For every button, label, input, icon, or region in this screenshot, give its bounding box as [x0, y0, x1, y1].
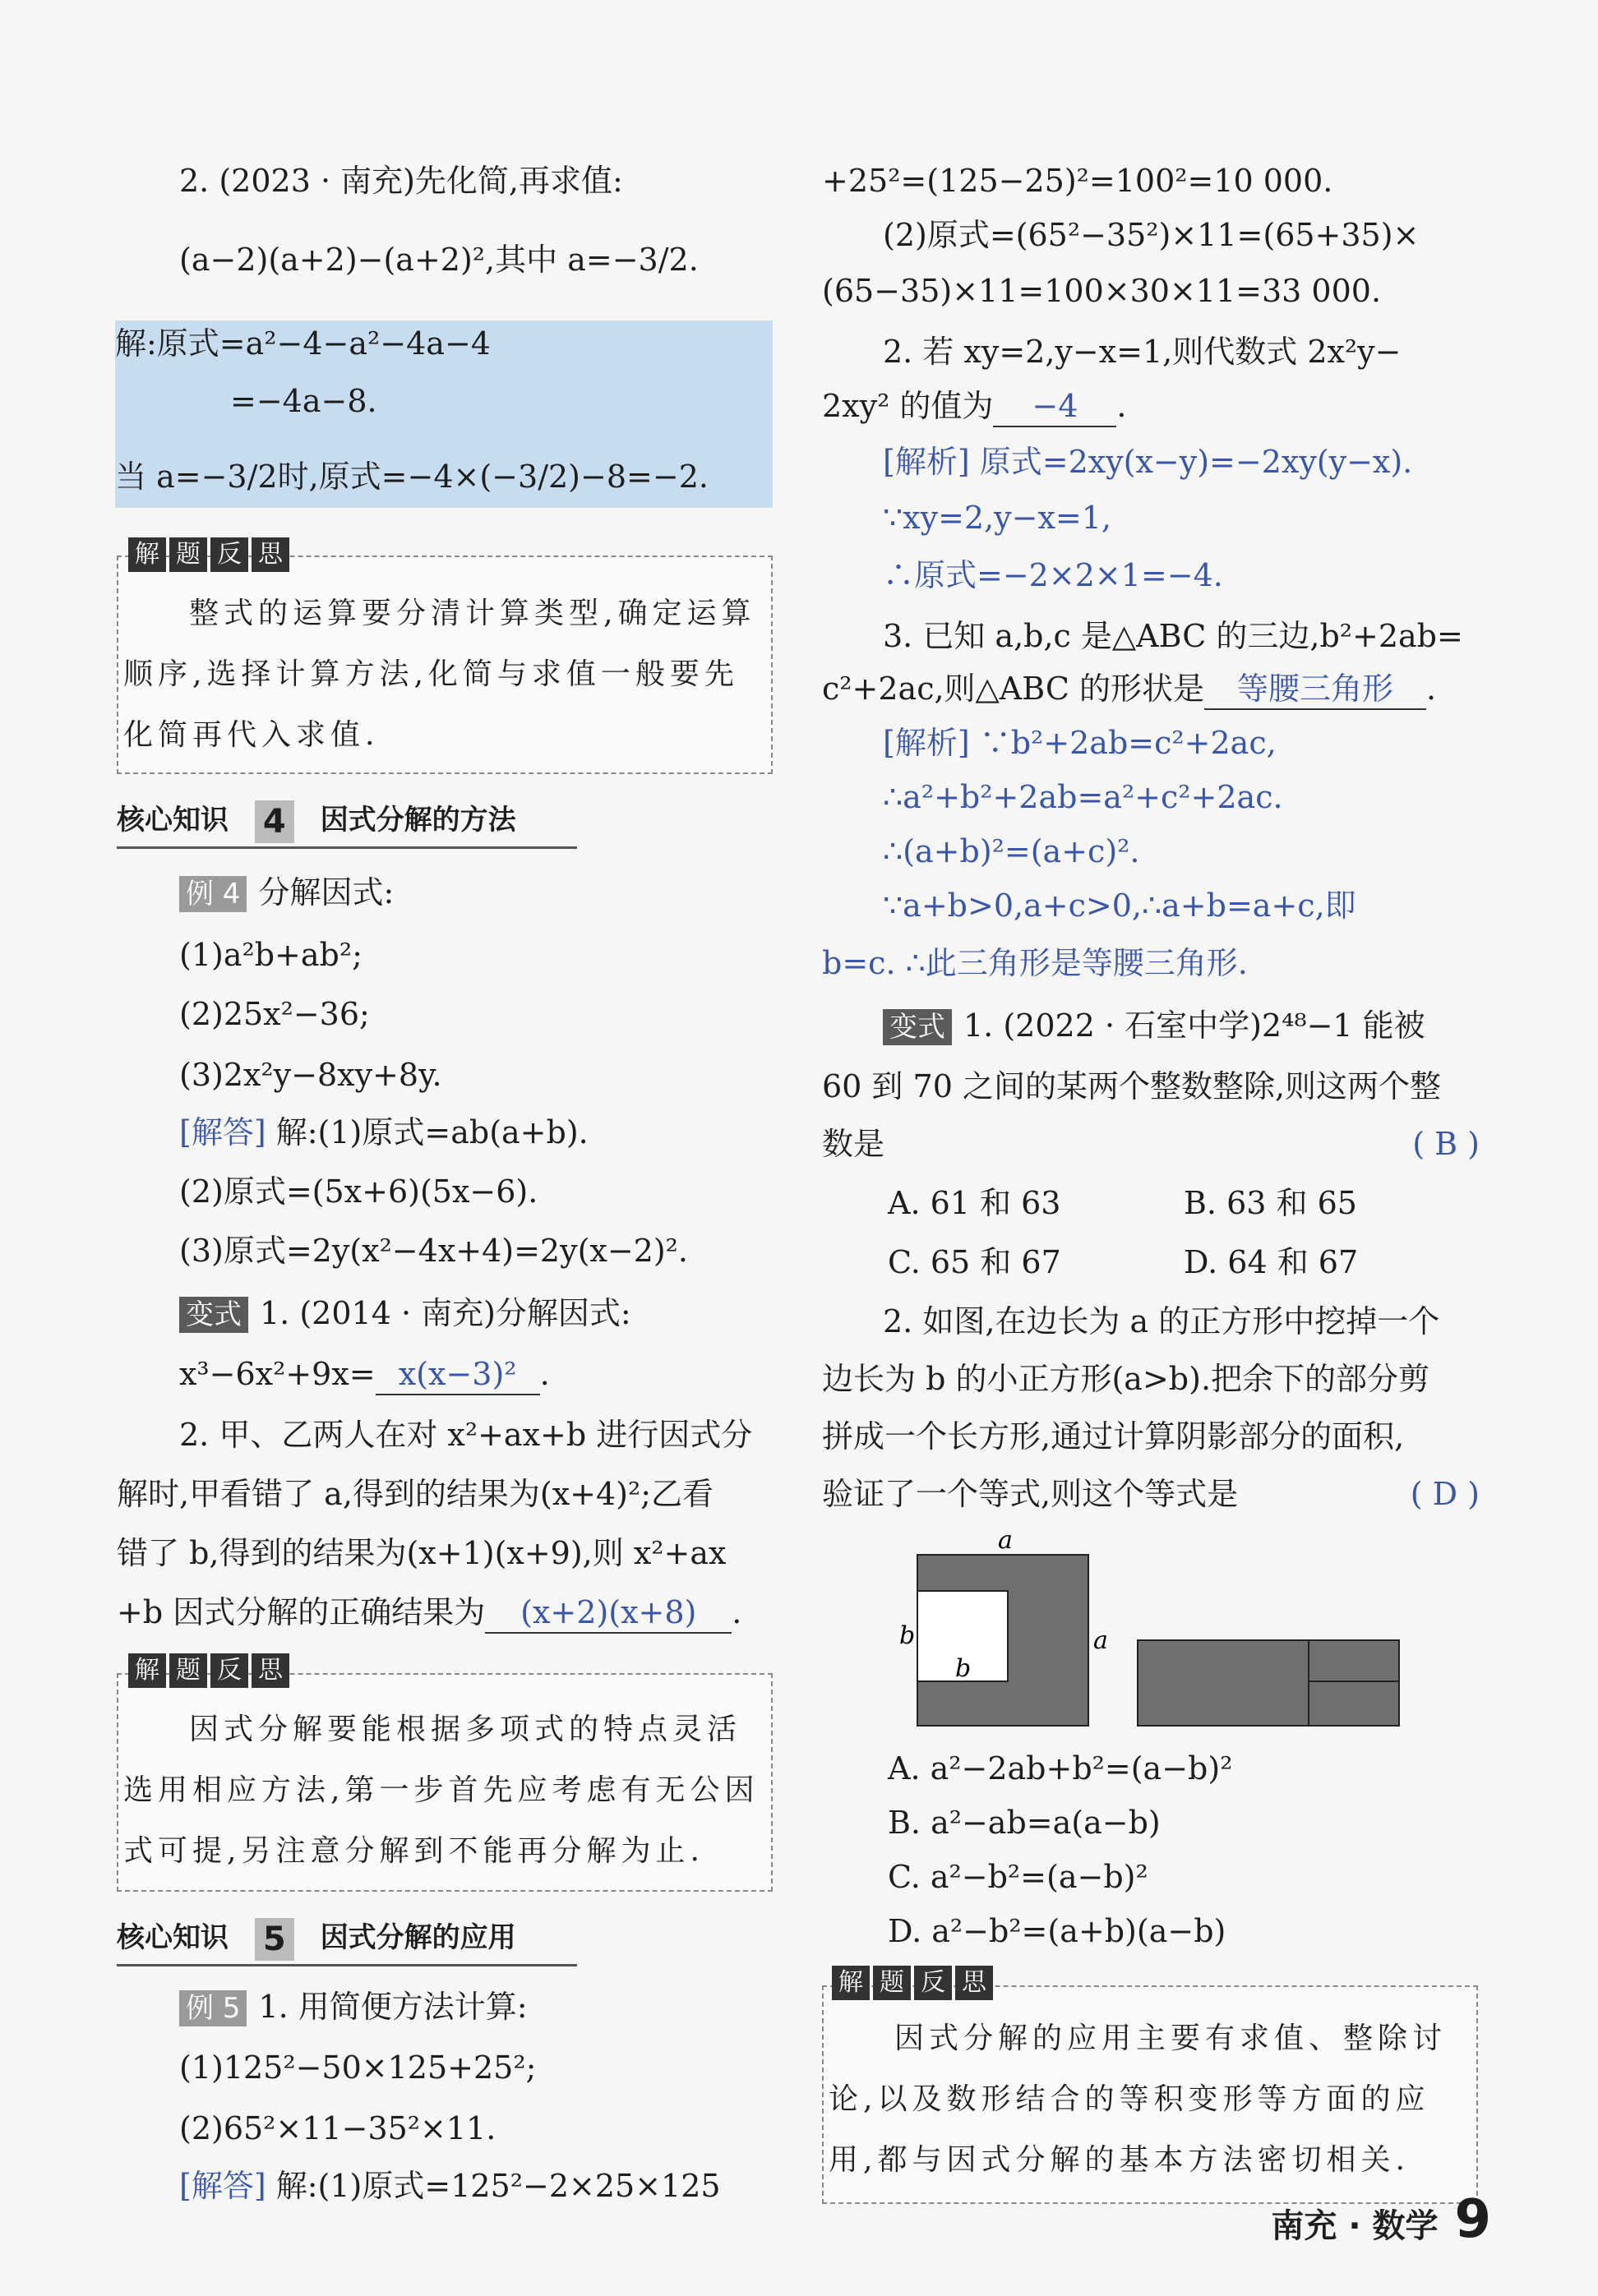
label-a-right: a: [1093, 1626, 1108, 1655]
q3-answer: 等腰三角形: [1204, 669, 1426, 710]
example-4-part-3: (3)2x²y−8xy+8y.: [179, 1057, 442, 1093]
variant-3-line-3: [822, 1124, 1480, 1164]
label-b-left: b: [899, 1621, 916, 1650]
variant-3-line-2: 60 到 70 之间的某两个整数整除,则这两个整: [822, 1068, 1442, 1104]
example-5-title: [179, 1987, 528, 2026]
answer-tag: [解答]: [179, 1114, 266, 1150]
question-text: 验证了一个等式,则这个等式是: [822, 1476, 1239, 1512]
example-4-answer-2: (2)原式=(5x+6)(5x−6).: [179, 1173, 538, 1210]
tag-char: 反: [914, 1966, 952, 2000]
section-5-heading: [117, 1915, 516, 1961]
reflection-tag-2: [128, 1653, 289, 1688]
q2-right-explain-2: ∵xy=2,y−x=1,: [883, 500, 1112, 536]
section-rule: [117, 846, 577, 849]
q2-expression: (a−2)(a+2)−(a+2)²,其中 a=−3/2.: [179, 242, 699, 278]
example-5-part-1: (1)125²−50×125+25²;: [179, 2049, 537, 2086]
example-badge: 例 4: [179, 876, 247, 912]
example-title-text: 分解因式:: [258, 874, 395, 911]
variant-4-line-4: [822, 1474, 1480, 1514]
q2-title: 2. (2023 · 南充)先化简,再求值:: [179, 163, 623, 199]
q3-explain-5: b=c. ∴此三角形是等腰三角形.: [822, 945, 1248, 981]
section-number: 4: [255, 800, 294, 843]
tag-char: 思: [252, 1653, 289, 1688]
variant-1-title: [179, 1293, 631, 1333]
variant-3-answer: ( B ): [1412, 1126, 1480, 1162]
page-footer: [1271, 2189, 1491, 2250]
tag-char: 解: [832, 1966, 870, 2000]
variant-3-line-1: [883, 1006, 1425, 1045]
example-badge: 例 5: [179, 1990, 247, 2026]
example-4-part-1: (1)a²b+ab²;: [179, 937, 363, 973]
example-5-answer-2: (2)原式=(65²−35²)×11=(65+35)×: [883, 217, 1420, 253]
footer-subject: 南充 · 数学: [1271, 2207, 1439, 2245]
q2-right-line-1: 2. 若 xy=2,y−x=1,则代数式 2x²y−: [883, 334, 1402, 370]
answer-text: 解:(1)原式=ab(a+b).: [275, 1114, 589, 1150]
q2-solution-3: 当 a=−3/2时,原式=−4×(−3/2)−8=−2.: [115, 459, 709, 495]
q3-explain-3: ∴(a+b)²=(a+c)².: [883, 833, 1140, 869]
variant-3-option-b: B. 63 和 65: [1184, 1185, 1357, 1221]
reflection-text-2: 因式分解要能根据多项式的特点灵活选用相应方法,第一步首先应考虑有无公因式可提,另注意分解到不能再分解为止.: [123, 1713, 760, 1868]
variant-4-line-1: 2. 如图,在边长为 a 的正方形中挖掉一个: [883, 1303, 1440, 1339]
tag-char: 思: [252, 537, 289, 572]
variant-3-option-c: C. 65 和 67: [888, 1244, 1061, 1280]
variant-3-option-a: A. 61 和 63: [888, 1185, 1061, 1221]
section-label: 核心知识: [117, 1921, 229, 1954]
example-4-answer-3: (3)原式=2y(x²−4x+4)=2y(x−2)².: [179, 1233, 688, 1269]
section-label: 核心知识: [117, 804, 229, 837]
q3-explain-1: [解析] ∵b²+2ab=c²+2ac,: [883, 725, 1277, 761]
q3-explain-4: ∵a+b>0,a+c>0,∴a+b=a+c,即: [883, 888, 1356, 924]
q3-explain-2: ∴a²+b²+2ab=a²+c²+2ac.: [883, 779, 1283, 815]
example-4-title: [179, 873, 394, 912]
q3-line-1: 3. 已知 a,b,c 是△ABC 的三边,b²+2ab=: [883, 618, 1463, 654]
rectangle-rearranged: [1138, 1640, 1399, 1726]
tag-char: 题: [169, 537, 207, 572]
example-5-answer-2-cont: (65−35)×11=100×30×11=33 000.: [822, 273, 1382, 309]
question-text: +b 因式分解的正确结果为: [117, 1594, 486, 1630]
section-rule: [117, 1964, 577, 1966]
tag-char: 思: [955, 1966, 993, 2000]
label-a-top: a: [998, 1528, 1013, 1555]
variant-title-text: 1. (2022 · 石室中学)2⁴⁸−1 能被: [963, 1007, 1425, 1044]
variant-2-line-3: 错了 b,得到的结果为(x+1)(x+9),则 x²+ax: [117, 1535, 727, 1571]
variant-badge: 变式: [883, 1009, 952, 1045]
example-title-text: 1. 用简便方法计算:: [258, 1989, 528, 2025]
reflection-tag-3: [832, 1966, 993, 2000]
square-figure: [896, 1528, 1422, 1742]
variant-2-line-2: 解时,甲看错了 a,得到的结果为(x+4)²;乙看: [117, 1476, 714, 1512]
example-5-answer-cont: +25²=(125−25)²=100²=10 000.: [822, 163, 1333, 199]
tag-char: 反: [210, 537, 248, 572]
q2-right-explain-3: ∴原式=−2×2×1=−4.: [883, 557, 1223, 593]
variant-badge: 变式: [179, 1297, 248, 1333]
expression: x³−6x²+9x=: [179, 1356, 376, 1392]
example-4-answer-1: [179, 1113, 589, 1152]
example-4-part-2: (2)25x²−36;: [179, 996, 370, 1032]
tag-char: 反: [210, 1653, 248, 1688]
label-b-inner: b: [955, 1654, 972, 1683]
q2-right-line-2: 2xy² 的值为 −4 .: [822, 386, 1126, 427]
q3-line-2: c²+2ac,则△ABC 的形状是 等腰三角形 .: [822, 669, 1436, 710]
q2-right-answer: −4: [993, 386, 1116, 427]
question-text: c²+2ac,则△ABC 的形状是: [822, 671, 1204, 707]
variant-4-option-a: A. a²−2ab+b²=(a−b)²: [888, 1750, 1233, 1787]
variant-1-answer: x(x−3)²: [376, 1354, 540, 1395]
tag-char: 解: [128, 537, 166, 572]
variant-4-line-3: 拼成一个长方形,通过计算阴影部分的面积,: [822, 1418, 1405, 1455]
question-text: 2xy² 的值为: [822, 388, 994, 424]
q2-right-explain-1: [解析] 原式=2xy(x−y)=−2xy(y−x).: [883, 444, 1413, 480]
example-5-part-2: (2)65²×11−35²×11.: [179, 2110, 496, 2146]
section-number: 5: [255, 1918, 294, 1961]
variant-2-line-4: +b 因式分解的正确结果为 (x+2)(x+8) .: [117, 1593, 741, 1634]
tag-char: 题: [873, 1966, 911, 2000]
tag-char: 题: [169, 1653, 207, 1688]
reflection-tag-1: [128, 537, 289, 572]
variant-4-option-d: D. a²−b²=(a+b)(a−b): [888, 1913, 1226, 1949]
page-number: 9: [1454, 2189, 1491, 2250]
variant-title-text: 1. (2014 · 南充)分解因式:: [260, 1295, 631, 1331]
reflection-text-1: 整式的运算要分清计算类型,确定运算顺序,选择计算方法,化简与求值一般要先化简再代入求值.: [123, 597, 756, 752]
section-title: 因式分解的方法: [320, 804, 516, 837]
variant-4-answer: ( D ): [1410, 1476, 1480, 1512]
reflection-text-3: 因式分解的应用主要有求值、整除讨论,以及数形结合的等积变形等方面的应用,都与因式分解的基本方法密切相关.: [829, 2022, 1448, 2177]
tag-char: 解: [128, 1653, 166, 1688]
variant-1-expression: x³−6x²+9x= x(x−3)² .: [179, 1354, 550, 1395]
q2-solution-1: 解:原式=a²−4−a²−4a−4: [115, 325, 491, 362]
variant-2-answer: (x+2)(x+8): [485, 1593, 732, 1634]
variant-4-option-c: C. a²−b²=(a−b)²: [888, 1859, 1148, 1895]
answer-tag: [解答]: [179, 2168, 266, 2204]
variant-2-line-1: 2. 甲、乙两人在对 x²+ax+b 进行因式分: [179, 1417, 753, 1453]
example-5-answer-1: [179, 2166, 721, 2206]
answer-text: 解:(1)原式=125²−2×25×125: [275, 2168, 721, 2204]
section-title: 因式分解的应用: [320, 1921, 516, 1954]
q2-solution-2: =−4a−8.: [230, 383, 377, 419]
variant-4-line-2: 边长为 b 的小正方形(a>b).把余下的部分剪: [822, 1361, 1430, 1397]
variant-4-option-b: B. a²−ab=a(a−b): [888, 1805, 1161, 1841]
variant-3-option-d: D. 64 和 67: [1184, 1244, 1359, 1280]
question-text: 数是: [822, 1126, 885, 1162]
section-4-heading: [117, 797, 516, 843]
